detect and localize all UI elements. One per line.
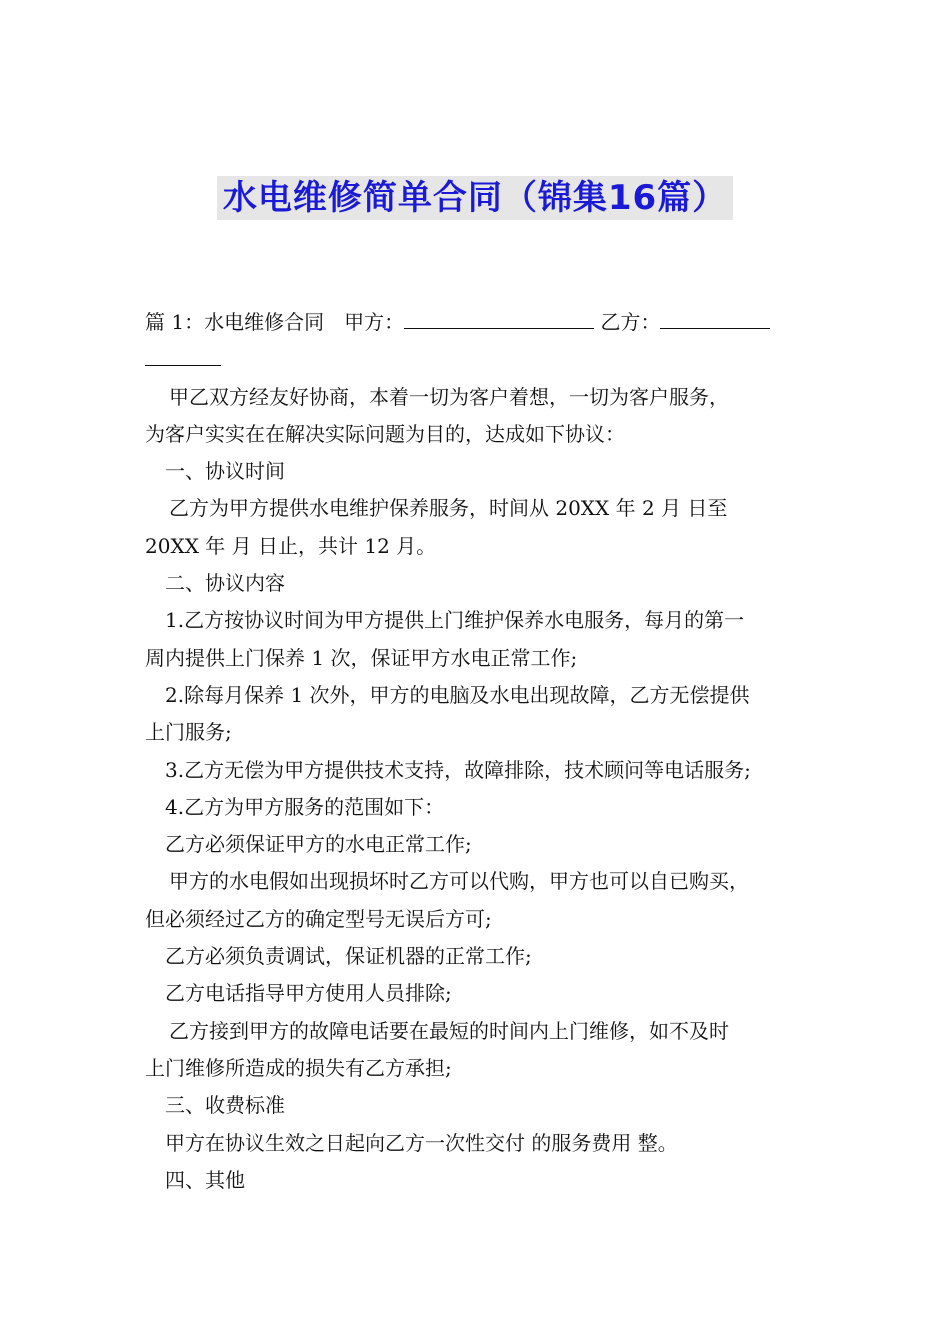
section-heading: 三、收费标准 bbox=[165, 1093, 285, 1118]
paragraph-line: 甲乙双方经友好协商，本着一切为客户着想，一切为客户服务， bbox=[169, 384, 729, 409]
paragraph-line: 甲方的水电假如出现损坏时乙方可以代购，甲方也可以自已购买， bbox=[169, 869, 749, 894]
document-title: 水电维修简单合同（锦集16篇） bbox=[217, 176, 733, 220]
party-a-blank bbox=[404, 306, 594, 329]
section-heading: 一、协议时间 bbox=[165, 459, 285, 484]
paragraph-line: 乙方接到甲方的故障电话要在最短的时间内上门维修，如不及时 bbox=[169, 1018, 729, 1043]
paragraph-line: 乙方电话指导甲方使用人员排除; bbox=[165, 981, 452, 1006]
paragraph-line: 为客户实实在在解决实际问题为目的，达成如下协议： bbox=[145, 421, 625, 446]
section-heading: 四、其他 bbox=[165, 1167, 245, 1192]
paragraph-line: 但必须经过乙方的确定型号无误后方可; bbox=[145, 906, 492, 931]
paragraph-line: 2.除每月保养 1 次外，甲方的电脑及水电出现故障，乙方无偿提供 bbox=[165, 682, 750, 707]
paragraph-line: 乙方必须保证甲方的水电正常工作; bbox=[165, 832, 472, 857]
document-body bbox=[145, 304, 810, 1199]
paragraph-line: 乙方为甲方提供水电维护保养服务，时间从 20XX 年 2 月 日至 bbox=[169, 496, 728, 521]
paragraph-line: 周内提供上门保养 1 次，保证甲方水电正常工作; bbox=[145, 645, 578, 670]
party-b-blank bbox=[660, 306, 770, 329]
section-heading: 二、协议内容 bbox=[165, 571, 285, 596]
party-b-blank-continued bbox=[145, 343, 221, 366]
header-parties-line bbox=[145, 304, 810, 341]
paragraph-line: 3.乙方无偿为甲方提供技术支持，故障排除，技术顾问等电话服务; bbox=[165, 757, 751, 782]
title-container bbox=[0, 176, 950, 220]
paragraph-line: 乙方必须负责调试，保证机器的正常工作; bbox=[165, 944, 532, 969]
paragraph-line: 上门服务; bbox=[145, 720, 232, 745]
paragraph-line: 20XX 年 月 日止，共计 12 月。 bbox=[145, 533, 437, 558]
paragraph-line: 甲方在协议生效之日起向乙方一次性交付 的服务费用 整。 bbox=[165, 1130, 678, 1155]
blank-line-continuation bbox=[145, 341, 810, 378]
paragraph-line: 上门维修所造成的损失有乙方承担; bbox=[145, 1055, 452, 1080]
header-parties-label: 篇 1：水电维修合同 甲方： bbox=[145, 310, 405, 334]
party-b-label: 乙方： bbox=[600, 310, 661, 334]
paragraph-line: 1.乙方按协议时间为甲方提供上门维护保养水电服务，每月的第一 bbox=[165, 608, 745, 633]
paragraph-line: 4.乙方为甲方服务的范围如下： bbox=[165, 794, 445, 819]
